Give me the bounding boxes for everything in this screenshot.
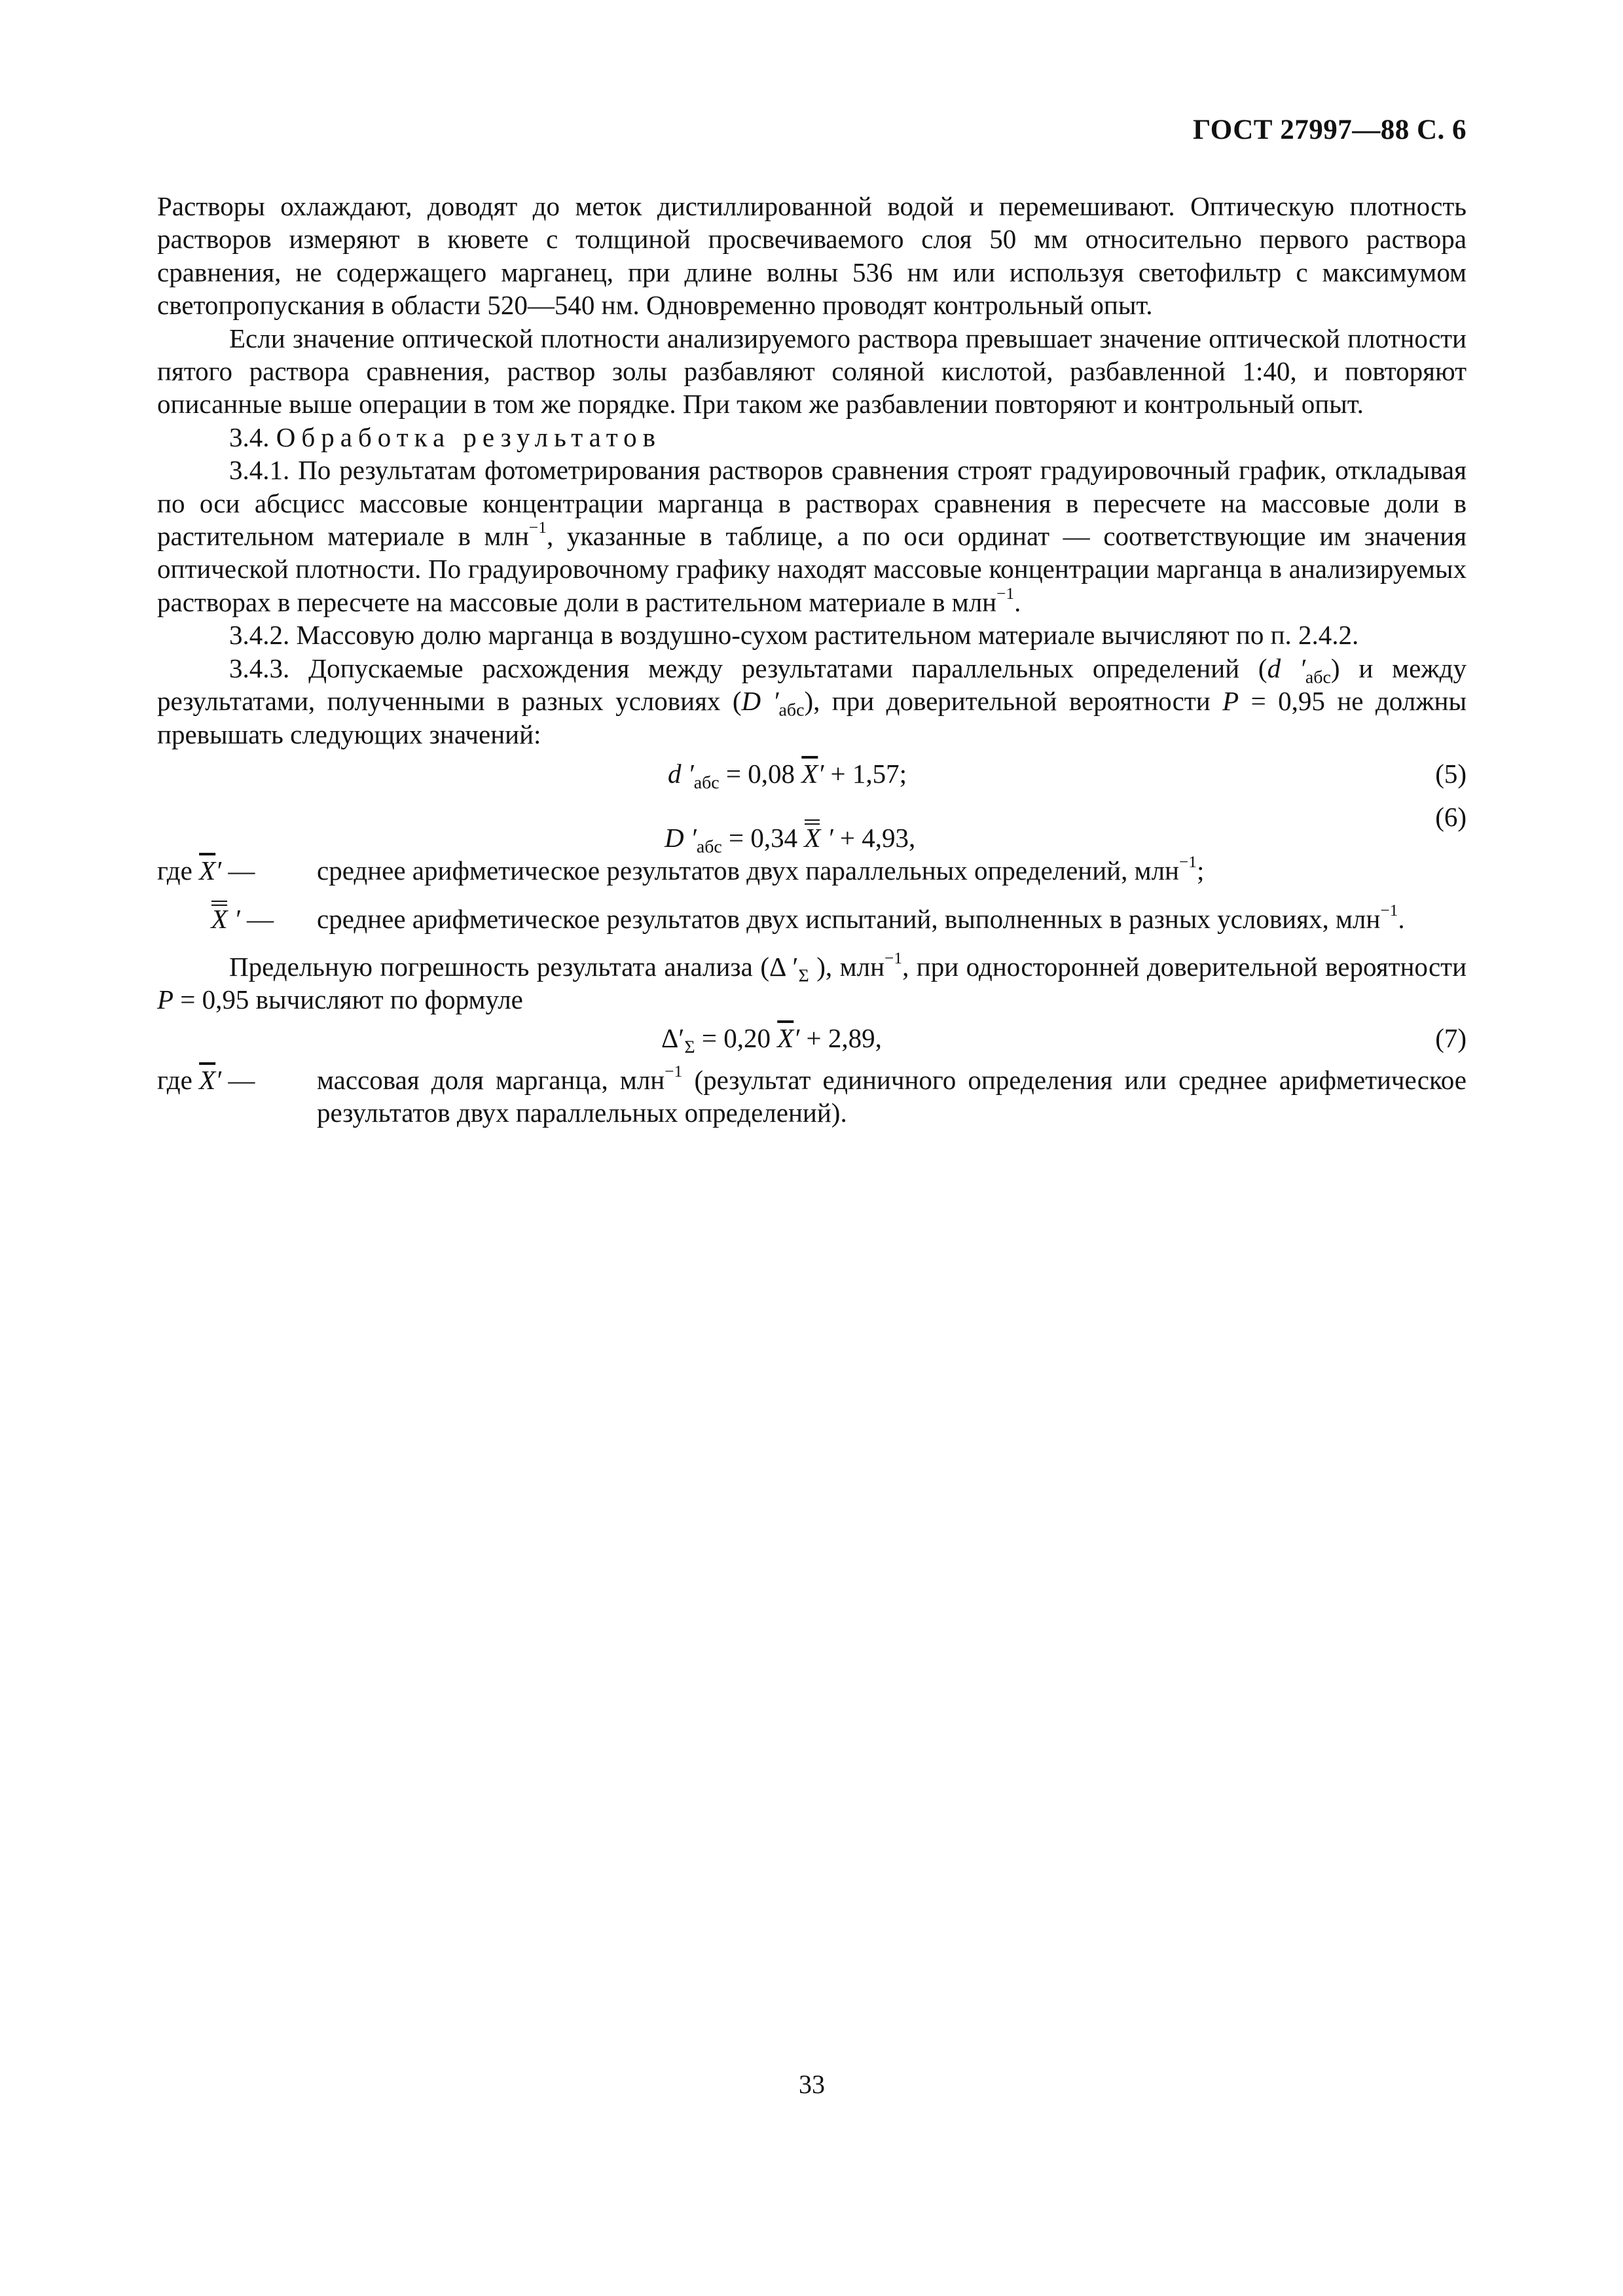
formula-5: d $'_{абс} = 0,08$ $\overline{X}' + 1,57$; (5) [668,758,1467,793]
page-number: 33 [799,2070,825,2099]
definition-x-mean: где $\overline{X}'$ — среднее арифметическое результатов двух параллельных определений, млн$^{-1}$; [157,852,1205,886]
section-3-4-1: 3.4.1. По результатам фотометрирования растворов сравнения строят градуировочный график, откладывая по оси абсцисс массовые концентрации марганца в растворах сравнения в пересчете на массовые доли в растительном материале в млн$^{-1}$, указанные в таблице, а по оси ординат — соответствующие им значения оптической плотности. По градуировочному графику находят массовые концентрации марганца в анализируемых растворах в пересчете на массовые доли в растительном материале в млн$^{-1}$. [157,455,1467,617]
formula-5-number: (5) [1435,758,1467,789]
formula-6-number: (6) [1435,801,1467,832]
definition-mass-fraction: где $\overline{X}'$ — массовая доля марганца, млн$^{-1}$ (результат единичного определения или среднее арифметическое результатов двух параллельных определений). [157,1062,1467,1128]
paragraph-limit-error: Предельную погрешность результата анализа (Δ $'_\Sigma$ ), млн$^{-1}$, при односторонней доверительной вероятности P = 0,95 вычисляют по формуле [157,948,1467,1015]
section-3-4-3: 3.4.3. Допускаемые расхождения между результатами параллельных определений (d $'_{абс}$) и между результатами, полученными в разных условиях (D $'_{абс}$), при доверительной вероятности P = 0,95 не должны превышать следующих значений: [157,653,1467,749]
formula-7-number: (7) [1435,1022,1467,1053]
document-body [157,190,1467,1129]
section-3-4-title: Обработка результатов [276,422,662,452]
document-page [157,105,1467,2238]
section-3-4-2: 3.4.2. Массовую долю марганца в воздушно-сухом растительном материале вычисляют по п. 2.4.2. [229,620,1359,651]
definition-x-double-mean: X ′ — среднее арифметическое результатов двух испытаний, выполненных в разных условиях, млн$^{-1}$. [211,901,1405,935]
page-header: ГОСТ 27997—88 С. 6 [1192,115,1467,145]
formula-6: D $'_{абс} = 0,34$ X ′ + 4,93, (6) [665,801,1467,857]
formula-7: $\Delta'_\Sigma = 0,20$ $\overline{X}' + 2,89$, (7) [661,1022,1467,1057]
paragraph-dilution: Если значение оптической плотности анализируемого раствора превышает значение оптической плотности пятого раствора сравнения, раствор золы разбавляют соляной кислотой, разбавленной 1:40, и повторяют описанные выше операции в том же порядке. При таком же разбавлении повторяют и контрольный опыт. [157,323,1467,420]
section-3-4-heading: 3.4. Обработка результатов [229,422,662,452]
paragraph-solutions: Растворы охлаждают, доводят до меток дистиллированной водой и перемешивают. Оптическую плотность растворов измеряют в кювете с толщиной просвечиваемого слоя 50 мм относительно первого раствора сравнения, не содержащего марганец, при длине волны 536 нм или используя светофильтр с максимумом светопропускания в области 520—540 нм. Одновременно проводят контрольный опыт. [157,191,1467,321]
